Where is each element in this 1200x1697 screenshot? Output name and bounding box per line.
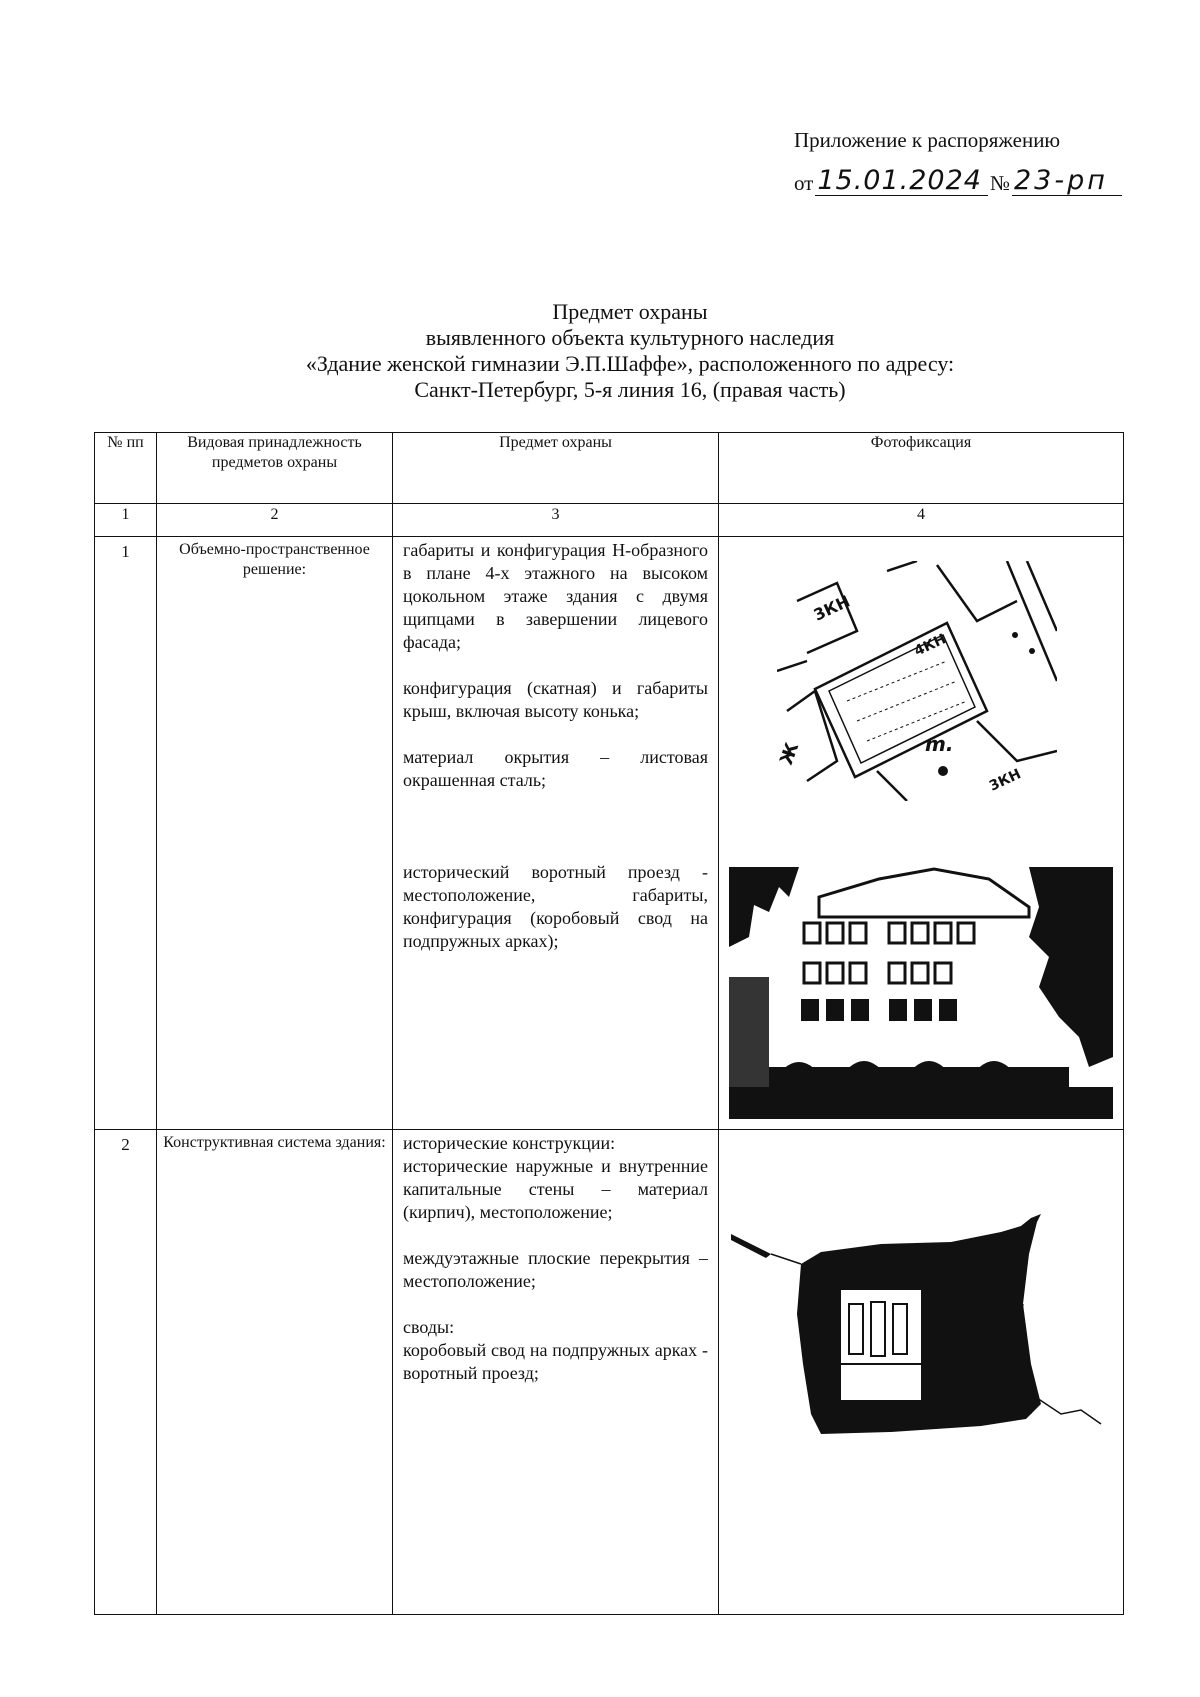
- col-number-1: 1: [95, 504, 157, 537]
- table-row: [95, 537, 1124, 1130]
- subject-item: габариты и конфигурация Н-образного в плане 4-х этажного на высоком цокольном этаже здания с двумя щипцами в завершении лицевого фасада;: [403, 540, 708, 652]
- plan-label-c: 3КН: [986, 766, 1024, 795]
- row-subject-cell: [393, 1130, 719, 1615]
- facade-photo: [729, 867, 1113, 1119]
- document-title: [0, 299, 1200, 403]
- table-header-row: [95, 433, 1124, 504]
- site-plan-image: [777, 561, 1057, 801]
- subject-item: исторические конструкции:: [403, 1133, 616, 1153]
- subject-item: междуэтажные плоские перекрытия – местоположение;: [403, 1248, 708, 1291]
- subject-item: коробовый свод на подпружных арках - воротный проезд;: [403, 1340, 708, 1383]
- gateway-photo: [731, 1214, 1111, 1444]
- annex-number: 23-рп: [1012, 167, 1122, 196]
- row-number: 2: [95, 1130, 157, 1615]
- annex-title: Приложение к распоряжению: [793, 128, 1061, 152]
- row-subject-cell: [393, 537, 719, 1130]
- row-photo-cell: [719, 537, 1124, 1130]
- title-line-1: Предмет охраны: [552, 299, 708, 324]
- subject-item: исторический воротный проезд - местоположение, габариты, конфигурация (коробовый свод на подпружных арках);: [403, 862, 708, 951]
- header-subject: Предмет охраны: [393, 433, 719, 504]
- annex-prefix: от: [793, 171, 814, 195]
- subject-item: материал окрытия – листовая окрашенная сталь;: [403, 747, 708, 790]
- header-kind: Видовая принадлежность предметов охраны: [157, 433, 393, 504]
- column-number-row: [95, 504, 1124, 537]
- plan-label-a: 3КН: [810, 591, 853, 625]
- header-photo: Фотофиксация: [719, 433, 1124, 504]
- subject-item: своды:: [403, 1317, 455, 1337]
- table-row: [95, 1130, 1124, 1615]
- subject-item: исторические наружные и внутренние капитальные стены – материал (кирпич), местоположение;: [403, 1156, 708, 1222]
- plan-label-e: m.: [925, 732, 954, 756]
- annex-header: [794, 128, 1122, 196]
- title-line-4: Санкт-Петербург, 5-я линия 16, (правая часть): [414, 377, 846, 402]
- annex-number-sign: №: [989, 171, 1010, 195]
- annex-date: 15.01.2024: [815, 167, 988, 196]
- row-number: 1: [95, 537, 157, 1130]
- plan-label-b: 4КН: [911, 631, 949, 660]
- title-line-3: «Здание женской гимназии Э.П.Шаффе», расположенного по адресу:: [305, 351, 955, 376]
- row-photo-cell: [719, 1130, 1124, 1615]
- subject-item: конфигурация (скатная) и габариты крыш, включая высоту конька;: [403, 678, 708, 721]
- row-kind: Объемно-пространственное решение:: [157, 537, 393, 1130]
- col-number-3: 3: [393, 504, 719, 537]
- col-number-4: 4: [719, 504, 1124, 537]
- title-line-2: выявленного объекта культурного наследия: [425, 325, 835, 350]
- header-number: № пп: [95, 433, 157, 504]
- protection-table: [94, 432, 1124, 1615]
- plan-label-d: Ж: [777, 739, 804, 768]
- col-number-2: 2: [157, 504, 393, 537]
- row-kind: Конструктивная система здания:: [157, 1130, 393, 1615]
- annex-date-line: [794, 167, 1122, 196]
